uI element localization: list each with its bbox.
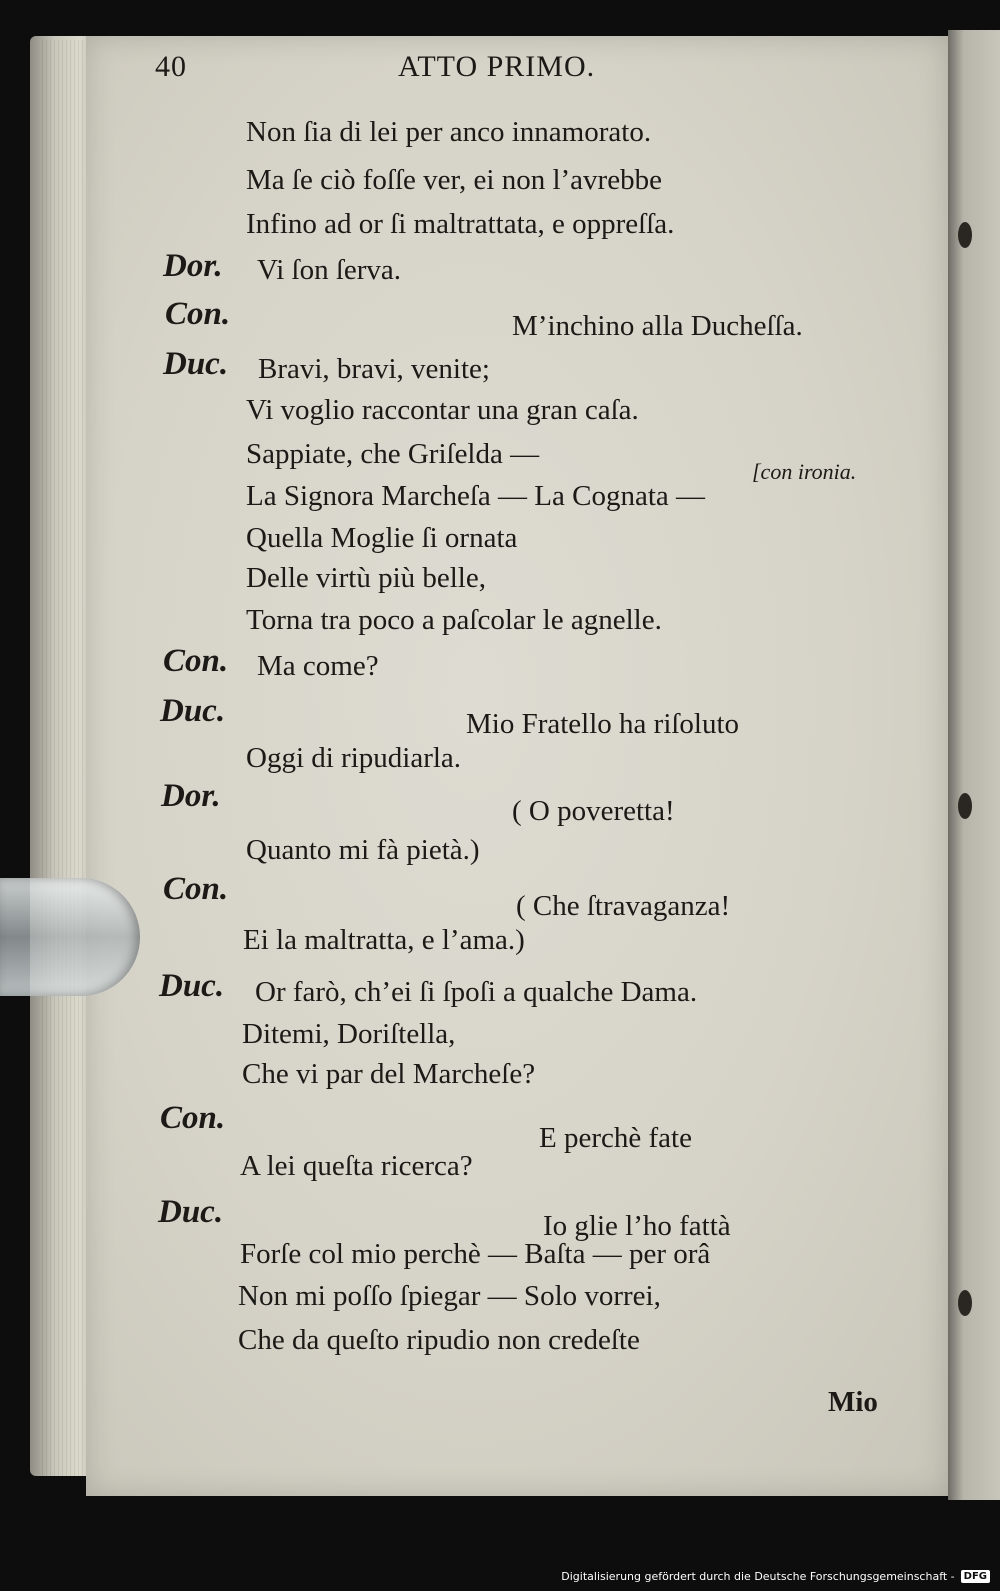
speaker-label: Duc. xyxy=(159,968,225,1004)
verse-line: Infino ad or ſi maltrattata, e oppreſſa. xyxy=(246,208,675,240)
verse-line: Ma come? xyxy=(257,650,379,682)
speaker-label: Duc. xyxy=(160,693,226,729)
speaker-label: Con. xyxy=(160,1100,226,1136)
verse-line: Che vi par del Marcheſe? xyxy=(242,1058,536,1090)
binding-hole xyxy=(958,793,972,819)
digitization-credit xyxy=(561,1565,990,1587)
verse-line: Oggi di ripudiarla. xyxy=(246,742,462,774)
verse-line: Sappiate, che Griſelda — xyxy=(246,438,540,470)
speaker-label: Con. xyxy=(163,871,229,907)
running-title: ATTO PRIMO. xyxy=(398,50,596,83)
speaker-label: Dor. xyxy=(163,248,223,284)
speaker-label: Con. xyxy=(163,643,229,679)
speaker-label: Con. xyxy=(165,296,231,332)
dfg-logo: DFG xyxy=(961,1570,990,1583)
verse-line: Delle virtù più belle, xyxy=(246,562,486,594)
verse-line: A lei queſta ricerca? xyxy=(240,1150,473,1182)
next-page-edge xyxy=(948,30,1000,1500)
binding-hole xyxy=(958,1290,972,1316)
verse-line: Ei la maltratta, e l’ama.) xyxy=(243,924,525,956)
plastic-page-clip xyxy=(0,878,140,996)
verse-line: Forſe col mio perchè — Baſta — per orâ xyxy=(240,1238,711,1270)
speaker-label: Duc. xyxy=(163,346,229,382)
verse-line: Non mi poſſo ſpiegar — Solo vorrei, xyxy=(238,1280,661,1312)
verse-line: Bravi, bravi, venite; xyxy=(258,353,490,385)
catchword: Mio xyxy=(828,1386,878,1418)
verse-line: La Signora Marcheſa — La Cognata — xyxy=(246,480,706,512)
verse-line: Non ſia di lei per anco innamorato. xyxy=(246,116,652,148)
verse-line: ( Che ſtravaganza! xyxy=(516,890,731,922)
speaker-label: Duc. xyxy=(158,1194,224,1230)
verse-line: Ma ſe ciò foſſe ver, ei non l’avrebbe xyxy=(246,164,662,196)
verse-line: Vi ſon ſerva. xyxy=(257,254,402,286)
verse-line: ( O poveretta! xyxy=(512,795,675,827)
verse-line: Or farò, ch’ei ſi ſpoſi a qualche Dama. xyxy=(255,976,698,1008)
page-number: 40 xyxy=(155,50,187,83)
verse-line: Quella Moglie ſi ornata xyxy=(246,522,518,554)
verse-line: E perchè fate xyxy=(539,1122,692,1154)
verse-line: Io glie l’ho fattà xyxy=(543,1210,731,1242)
stage-direction: [con ironia. xyxy=(752,459,857,484)
verse-line: Che da queſto ripudio non credeſte xyxy=(238,1324,640,1356)
speaker-label: Dor. xyxy=(161,778,221,814)
page-edges xyxy=(42,40,90,1480)
verse-line: Quanto mi fà pietà.) xyxy=(246,834,480,866)
verse-line: Ditemi, Doriſtella, xyxy=(242,1018,456,1050)
verse-line: Torna tra poco a paſcolar le agnelle. xyxy=(246,604,662,636)
credit-text: Digitalisierung gefördert durch die Deutsche Forschungsgemeinschaft - xyxy=(561,1569,955,1583)
verse-line: Vi voglio raccontar una gran caſa. xyxy=(246,394,639,426)
verse-line: Mio Fratello ha riſoluto xyxy=(466,708,740,740)
verse-line: M’inchino alla Ducheſſa. xyxy=(512,310,803,342)
binding-hole xyxy=(958,222,972,248)
